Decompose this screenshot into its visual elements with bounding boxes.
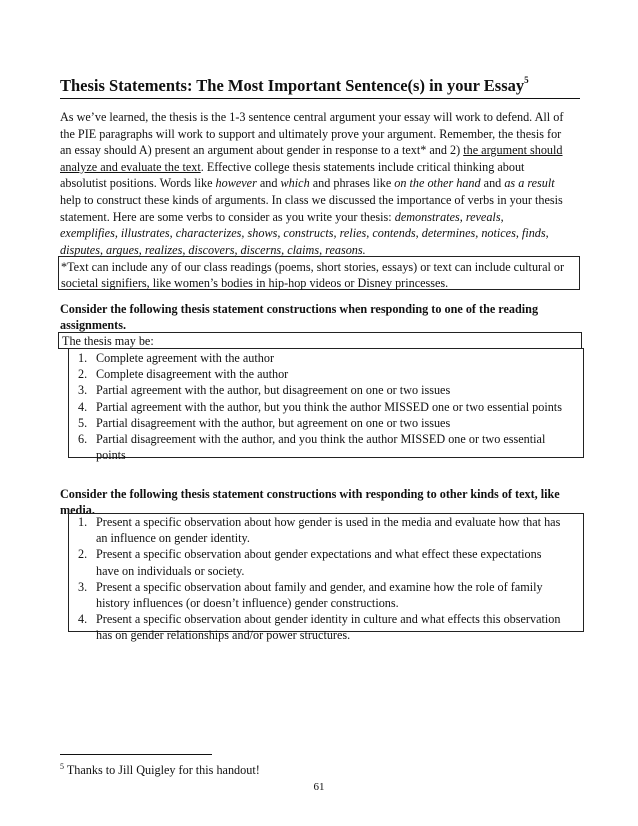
list-number: 2.: [78, 367, 88, 382]
intro-line: statement. Here are some verbs to consider as you write your thesis: demonstrates, reveals,: [60, 209, 504, 224]
note-line: societal signifiers, like women’s bodies in hip-hop videos or Disney princesses.: [61, 276, 449, 290]
list-item-text: Complete agreement with the author: [96, 351, 275, 365]
list-item-text: Present a specific observation about family and gender, and examine how the role of family: [96, 579, 543, 594]
page-number: 61: [313, 781, 325, 793]
list-item-text: have on individuals or society.: [96, 563, 245, 578]
list-item-text: history influences (or doesn’t influence) gender constructions.: [96, 596, 399, 611]
intro-line: the PIE paragraphs will work to support and ultimately prove your argument. Remember, the thesis for: [60, 126, 562, 141]
list-number: 4.: [78, 399, 88, 414]
list-number: 2.: [78, 547, 88, 562]
list-item-text: Partial agreement with the author, but disagreement on one or two issues: [96, 383, 451, 398]
note-line: *Text can include any of our class readings (poems, short stories, essays) or text can include cultural or: [61, 260, 565, 274]
list-item: [68, 366, 580, 382]
list-item: [68, 514, 580, 546]
reading-thesis-list: [68, 350, 580, 463]
intro-paragraph: [60, 109, 580, 258]
footnote-divider: [60, 754, 212, 755]
list-item-text: Partial disagreement with the author, and you think the author MISSED one or two essential: [96, 432, 546, 447]
intro-line: analyze and evaluate the text. Effective college thesis statements include critical thinking about: [60, 159, 525, 174]
footnote: $^5$ Thanks to Jill Quigley for this handout!: [60, 762, 260, 778]
intro-line: As we’ve learned, the thesis is the 1-3 sentence central argument your essay will work to defend. All of: [60, 110, 564, 124]
list-item-text: Partial disagreement with the author, but agreement on one or two issues: [96, 415, 451, 430]
thesis-may-be-label: The thesis may be:: [58, 332, 582, 349]
intro-line: help to construct these kinds of arguments. In class we discussed the importance of verbs in your thesis: [60, 192, 563, 207]
list-number: 1.: [78, 515, 88, 529]
list-item: [68, 399, 580, 415]
list-number: 4.: [78, 612, 88, 627]
media-thesis-list: [68, 514, 580, 644]
list-item: [68, 546, 580, 578]
list-item-text: has on gender relationships and/or power structures.: [96, 628, 351, 643]
list-item: [68, 611, 580, 643]
list-item-text: Present a specific observation about gender expectations and what effect these expectations: [96, 547, 542, 562]
list-item: [68, 431, 580, 463]
text-note-box: [58, 256, 580, 290]
page-title: Thesis Statements: The Most Important Sentence(s) in your Essay$^5$: [60, 74, 529, 95]
list-item-text: Partial agreement with the author, but you think the author MISSED one or two essential points: [96, 399, 562, 414]
list-number: 5.: [78, 415, 88, 430]
reading-section-heading: Consider the following thesis statement constructions when responding to one of the reading assignments.: [60, 302, 539, 332]
intro-line: exemplifies, illustrates, characterizes, shows, constructs, relies, contends, determines, notices, finds,: [60, 226, 549, 241]
list-item-text: Complete disagreement with the author: [96, 367, 289, 382]
list-item-text: Present a specific observation about how gender is used in the media and evaluate how that has: [96, 515, 561, 529]
list-item-text: points: [96, 448, 126, 463]
list-number: 1.: [78, 351, 88, 365]
list-item-text: Present a specific observation about gender identity in culture and what effects this observation: [96, 612, 561, 627]
title-underline: [60, 98, 580, 99]
list-number: 6.: [78, 432, 88, 447]
list-item: [68, 579, 580, 611]
intro-line: an essay should A) present an argument about gender in response to a text* and 2) the argument should: [60, 143, 563, 158]
list-number: 3.: [78, 383, 88, 398]
list-item: [68, 415, 580, 431]
footnote-marker: 5: [524, 74, 529, 85]
intro-line: disputes, argues, realizes, discovers, discerns, claims, reasons.: [60, 242, 366, 257]
list-item-text: an influence on gender identity.: [96, 531, 250, 546]
list-number: 3.: [78, 579, 88, 594]
media-section-heading: Consider the following thesis statement constructions with responding to other kinds of text, like media.: [60, 487, 560, 517]
list-item: [68, 382, 580, 398]
intro-line: absolutist positions. Words like however and which and phrases like on the other hand and as a result: [60, 176, 555, 191]
list-item: [68, 350, 580, 366]
